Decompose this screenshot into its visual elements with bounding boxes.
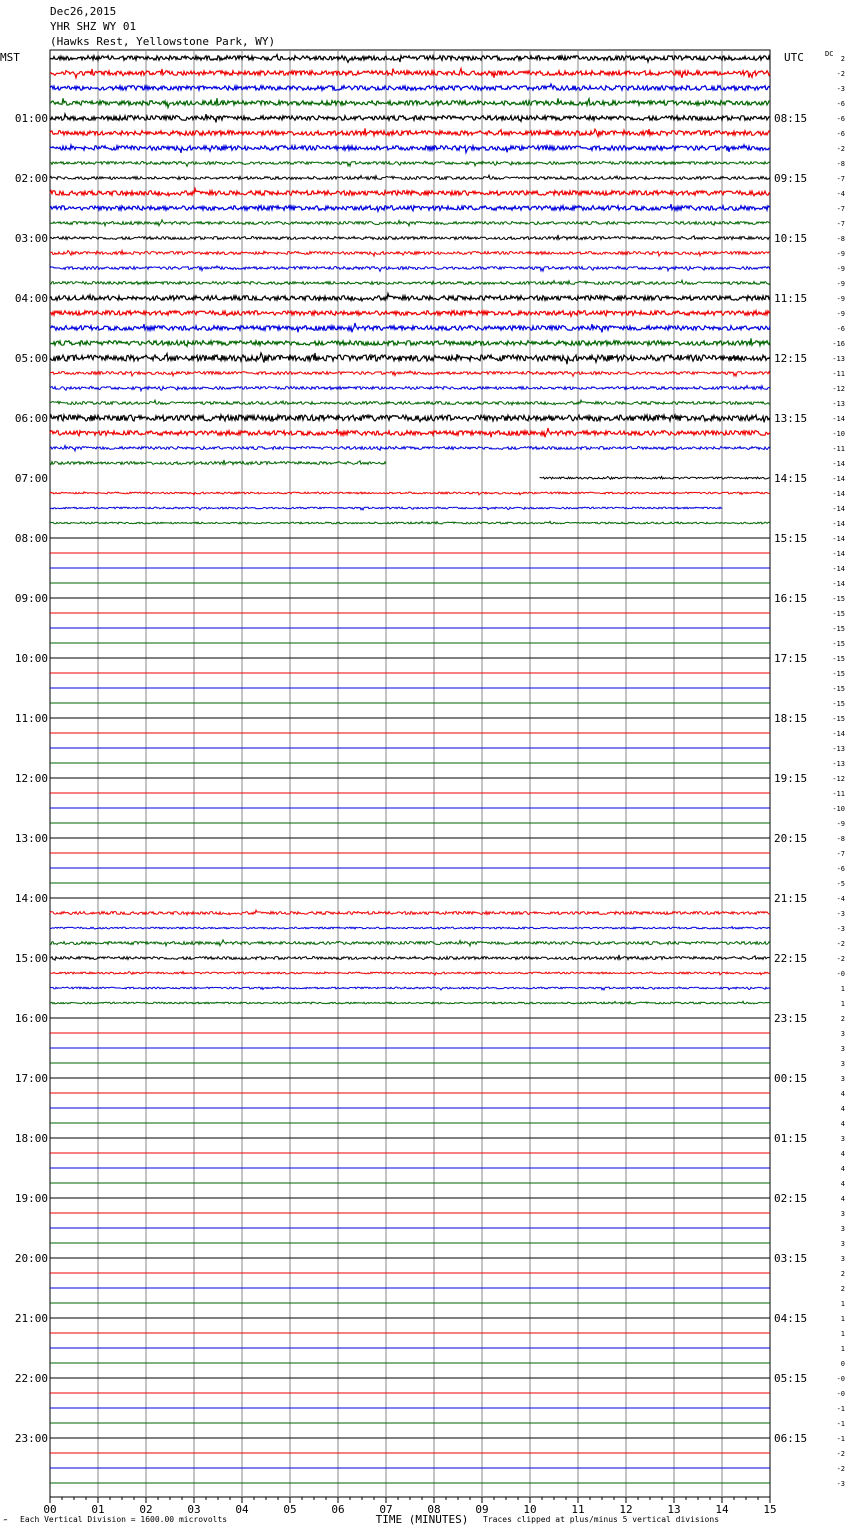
dc-offset-label: -15 <box>832 715 845 723</box>
dc-offset-label: -13 <box>832 355 845 363</box>
left-hour-label: 06:00 <box>14 412 48 425</box>
right-hour-label: 08:15 <box>774 112 808 125</box>
dc-offset-label: -3 <box>836 1480 845 1488</box>
x-tick-label: 12 <box>619 1503 633 1516</box>
dc-offset-label: -6 <box>836 130 845 138</box>
trace-line <box>50 400 770 405</box>
dc-offset-label: 4 <box>840 1105 845 1113</box>
dc-offset-label: -14 <box>832 475 845 483</box>
right-hour-label: 01:15 <box>774 1132 808 1145</box>
dc-offset-label: -8 <box>836 160 845 168</box>
dc-offset-label: 3 <box>840 1060 845 1068</box>
corner-mark: ‴ <box>3 1518 8 1527</box>
left-hour-label: 09:00 <box>14 592 48 605</box>
dc-offset-label: 3 <box>840 1240 845 1248</box>
trace-line <box>50 955 770 960</box>
dc-offset-label: -7 <box>836 220 845 228</box>
dc-offset-label: -4 <box>836 190 845 198</box>
dc-offset-label: 2 <box>840 1270 845 1278</box>
trace-line <box>50 521 770 524</box>
dc-offset-label: -14 <box>832 580 845 588</box>
trace-line <box>50 987 770 990</box>
right-hour-label: 19:15 <box>774 772 808 785</box>
right-hour-label: 13:15 <box>774 412 808 425</box>
dc-offset-label: -6 <box>836 115 845 123</box>
dc-offset-label: -15 <box>832 595 845 603</box>
dc-offset-label: -10 <box>832 805 845 813</box>
trace-line <box>50 492 770 495</box>
dc-offset-label: -10 <box>832 430 845 438</box>
trace-line <box>50 353 770 364</box>
date-label: Dec26,2015 <box>50 5 117 18</box>
dc-offset-label: -15 <box>832 655 845 663</box>
dc-offset-label: 3 <box>840 1030 845 1038</box>
dc-offset-label: -2 <box>836 70 845 78</box>
dc-offset-label: -5 <box>836 880 845 888</box>
dc-offset-label: -12 <box>832 385 845 393</box>
trace-line <box>50 128 770 136</box>
left-hour-label: 01:00 <box>14 112 48 125</box>
x-tick-label: 13 <box>667 1503 681 1516</box>
x-tick-label: 05 <box>283 1503 297 1516</box>
trace-line <box>50 189 770 197</box>
trace-line <box>50 460 386 465</box>
right-hour-label: 20:15 <box>774 832 808 845</box>
left-hour-label: 16:00 <box>14 1012 48 1025</box>
right-hour-label: 16:15 <box>774 592 808 605</box>
right-hour-label: 11:15 <box>774 292 808 305</box>
dc-offset-label: -13 <box>832 745 845 753</box>
x-tick-label: 15 <box>763 1503 777 1516</box>
dc-offset-label: -3 <box>836 85 845 93</box>
dc-offset-label: -9 <box>836 265 845 273</box>
dc-offset-label: 4 <box>840 1165 845 1173</box>
right-hour-label: 09:15 <box>774 172 808 185</box>
right-hour-label: 06:15 <box>774 1432 808 1445</box>
dc-offset-label: -1 <box>836 1435 845 1443</box>
trace-line <box>540 477 770 480</box>
trace-line <box>50 972 770 975</box>
x-tick-label: 03 <box>187 1503 201 1516</box>
dc-offset-label: -14 <box>832 505 845 513</box>
dc-offset-label: 1 <box>840 1345 845 1353</box>
trace-line <box>50 446 770 451</box>
left-hour-label: 07:00 <box>14 472 48 485</box>
trace-line <box>50 280 770 284</box>
dc-offset-label: -15 <box>832 640 845 648</box>
dc-offset-label: 1 <box>840 1330 845 1338</box>
dc-offset-label: -11 <box>832 445 845 453</box>
x-tick-label: 14 <box>715 1503 729 1516</box>
dc-offset-label: -7 <box>836 175 845 183</box>
left-hour-label: 17:00 <box>14 1072 48 1085</box>
left-hour-label: 12:00 <box>14 772 48 785</box>
x-tick-label: 09 <box>475 1503 489 1516</box>
x-tick-label: 01 <box>91 1503 105 1516</box>
right-hour-label: 10:15 <box>774 232 808 245</box>
trace-line <box>50 69 770 78</box>
dc-offset-label: -1 <box>836 1405 845 1413</box>
left-hour-label: 20:00 <box>14 1252 48 1265</box>
dc-offset-label: 2 <box>840 55 845 63</box>
trace-line <box>50 235 770 240</box>
dc-offset-label: -2 <box>836 1465 845 1473</box>
trace-line <box>50 415 770 422</box>
dc-offset-label: -6 <box>836 100 845 108</box>
dc-offset-label: -2 <box>836 145 845 153</box>
dc-offset-label: -15 <box>832 610 845 618</box>
dc-header-label: DC <box>825 50 834 58</box>
dc-offset-label: -14 <box>832 535 845 543</box>
dc-offset-label: -14 <box>832 415 845 423</box>
dc-offset-label: 4 <box>840 1180 845 1188</box>
trace-line <box>50 266 770 271</box>
left-timezone-label: MST <box>0 51 20 64</box>
left-hour-label: 18:00 <box>14 1132 48 1145</box>
dc-offset-label: -9 <box>836 295 845 303</box>
trace-line <box>50 84 770 90</box>
trace-line <box>50 371 770 376</box>
dc-offset-label: -8 <box>836 835 845 843</box>
left-hour-label: 19:00 <box>14 1192 48 1205</box>
trace-line <box>50 940 770 946</box>
dc-offset-label: -11 <box>832 370 845 378</box>
dc-offset-label: -3 <box>836 910 845 918</box>
left-hour-label: 05:00 <box>14 352 48 365</box>
dc-offset-label: -15 <box>832 700 845 708</box>
dc-offset-label: 1 <box>840 985 845 993</box>
dc-offset-label: 2 <box>840 1285 845 1293</box>
right-hour-label: 15:15 <box>774 532 808 545</box>
dc-offset-label: 0 <box>840 1360 845 1368</box>
right-hour-label: 23:15 <box>774 1012 808 1025</box>
trace-line <box>50 927 770 930</box>
trace-line <box>50 910 770 915</box>
dc-offset-label: -16 <box>832 340 845 348</box>
dc-offset-label: -6 <box>836 325 845 333</box>
dc-offset-label: -7 <box>836 850 845 858</box>
trace-line <box>50 386 770 391</box>
dc-offset-label: -14 <box>832 730 845 738</box>
location-label: (Hawks Rest, Yellowstone Park, WY) <box>50 35 276 48</box>
dc-offset-label: 3 <box>840 1210 845 1218</box>
dc-offset-label: -0 <box>836 970 845 978</box>
left-hour-label: 11:00 <box>14 712 48 725</box>
right-hour-label: 03:15 <box>774 1252 808 1265</box>
trace-line <box>50 1001 770 1004</box>
right-hour-label: 21:15 <box>774 892 808 905</box>
left-hour-label: 15:00 <box>14 952 48 965</box>
left-hour-label: 22:00 <box>14 1372 48 1385</box>
x-tick-label: 10 <box>523 1503 537 1516</box>
left-hour-label: 10:00 <box>14 652 48 665</box>
left-hour-label: 02:00 <box>14 172 48 185</box>
dc-offset-label: -1 <box>836 1420 845 1428</box>
left-hour-label: 13:00 <box>14 832 48 845</box>
trace-line <box>50 145 770 153</box>
x-tick-label: 07 <box>379 1503 393 1516</box>
right-hour-label: 04:15 <box>774 1312 808 1325</box>
dc-offset-label: -14 <box>832 550 845 558</box>
vertical-division-note: Each Vertical Division = 1600.00 microvolts <box>20 1515 228 1524</box>
left-hour-label: 23:00 <box>14 1432 48 1445</box>
left-hour-label: 14:00 <box>14 892 48 905</box>
dc-offset-label: -0 <box>836 1390 845 1398</box>
trace-line <box>50 55 770 63</box>
trace-line <box>50 98 770 107</box>
dc-offset-label: -0 <box>836 1375 845 1383</box>
dc-offset-label: -14 <box>832 490 845 498</box>
right-hour-label: 00:15 <box>774 1072 808 1085</box>
dc-offset-label: -11 <box>832 790 845 798</box>
dc-offset-label: 4 <box>840 1195 845 1203</box>
x-axis-title: TIME (MINUTES) <box>375 1513 469 1526</box>
dc-offset-label: -2 <box>836 955 845 963</box>
trace-line <box>50 220 770 226</box>
x-tick-label: 00 <box>43 1503 57 1516</box>
x-tick-label: 02 <box>139 1503 153 1516</box>
right-hour-label: 02:15 <box>774 1192 808 1205</box>
clip-note: Traces clipped at plus/minus 5 vertical divisions <box>483 1515 720 1524</box>
dc-offset-label: 2 <box>840 1015 845 1023</box>
x-tick-label: 08 <box>427 1503 441 1516</box>
dc-offset-label: -15 <box>832 685 845 693</box>
dc-offset-label: -9 <box>836 310 845 318</box>
dc-offset-label: -8 <box>836 235 845 243</box>
trace-line <box>50 323 770 332</box>
dc-offset-label: 4 <box>840 1120 845 1128</box>
dc-offset-label: -13 <box>832 400 845 408</box>
right-timezone-label: UTC <box>784 51 804 64</box>
station-label: YHR SHZ WY 01 <box>50 20 137 33</box>
dc-offset-label: -2 <box>836 1450 845 1458</box>
x-tick-label: 06 <box>331 1503 345 1516</box>
trace-line <box>50 338 770 346</box>
dc-offset-label: -6 <box>836 865 845 873</box>
left-hour-label: 08:00 <box>14 532 48 545</box>
right-hour-label: 12:15 <box>774 352 808 365</box>
trace-line <box>50 175 770 179</box>
trace-line <box>50 204 770 211</box>
left-hour-label: 03:00 <box>14 232 48 245</box>
dc-offset-label: -9 <box>836 820 845 828</box>
dc-offset-label: -9 <box>836 280 845 288</box>
dc-offset-label: 4 <box>840 1150 845 1158</box>
dc-offset-label: 3 <box>840 1255 845 1263</box>
dc-offset-label: -3 <box>836 925 845 933</box>
trace-line <box>50 311 770 317</box>
dc-offset-label: 3 <box>840 1135 845 1143</box>
dc-offset-label: -7 <box>836 205 845 213</box>
dc-offset-label: -14 <box>832 565 845 573</box>
right-hour-label: 14:15 <box>774 472 808 485</box>
trace-line <box>50 428 770 437</box>
x-tick-label: 04 <box>235 1503 249 1516</box>
dc-offset-label: -12 <box>832 775 845 783</box>
trace-line <box>50 251 770 257</box>
dc-offset-label: -15 <box>832 625 845 633</box>
right-hour-label: 18:15 <box>774 712 808 725</box>
dc-offset-label: -14 <box>832 520 845 528</box>
x-tick-label: 11 <box>571 1503 585 1516</box>
dc-offset-label: 1 <box>840 1315 845 1323</box>
dc-offset-label: -14 <box>832 460 845 468</box>
dc-offset-label: -15 <box>832 670 845 678</box>
dc-offset-label: -4 <box>836 895 845 903</box>
trace-line <box>50 294 770 302</box>
dc-offset-label: -2 <box>836 940 845 948</box>
trace-line <box>50 114 770 122</box>
dc-offset-label: 3 <box>840 1075 845 1083</box>
dc-offset-label: 3 <box>840 1045 845 1053</box>
dc-offset-label: 4 <box>840 1090 845 1098</box>
right-hour-label: 05:15 <box>774 1372 808 1385</box>
dc-offset-label: -9 <box>836 250 845 258</box>
left-hour-label: 04:00 <box>14 292 48 305</box>
dc-offset-label: 3 <box>840 1225 845 1233</box>
dc-offset-label: 1 <box>840 1300 845 1308</box>
right-hour-label: 17:15 <box>774 652 808 665</box>
trace-line <box>50 161 770 166</box>
left-hour-label: 21:00 <box>14 1312 48 1325</box>
right-hour-label: 22:15 <box>774 952 808 965</box>
dc-offset-label: -13 <box>832 760 845 768</box>
dc-offset-label: 1 <box>840 1000 845 1008</box>
